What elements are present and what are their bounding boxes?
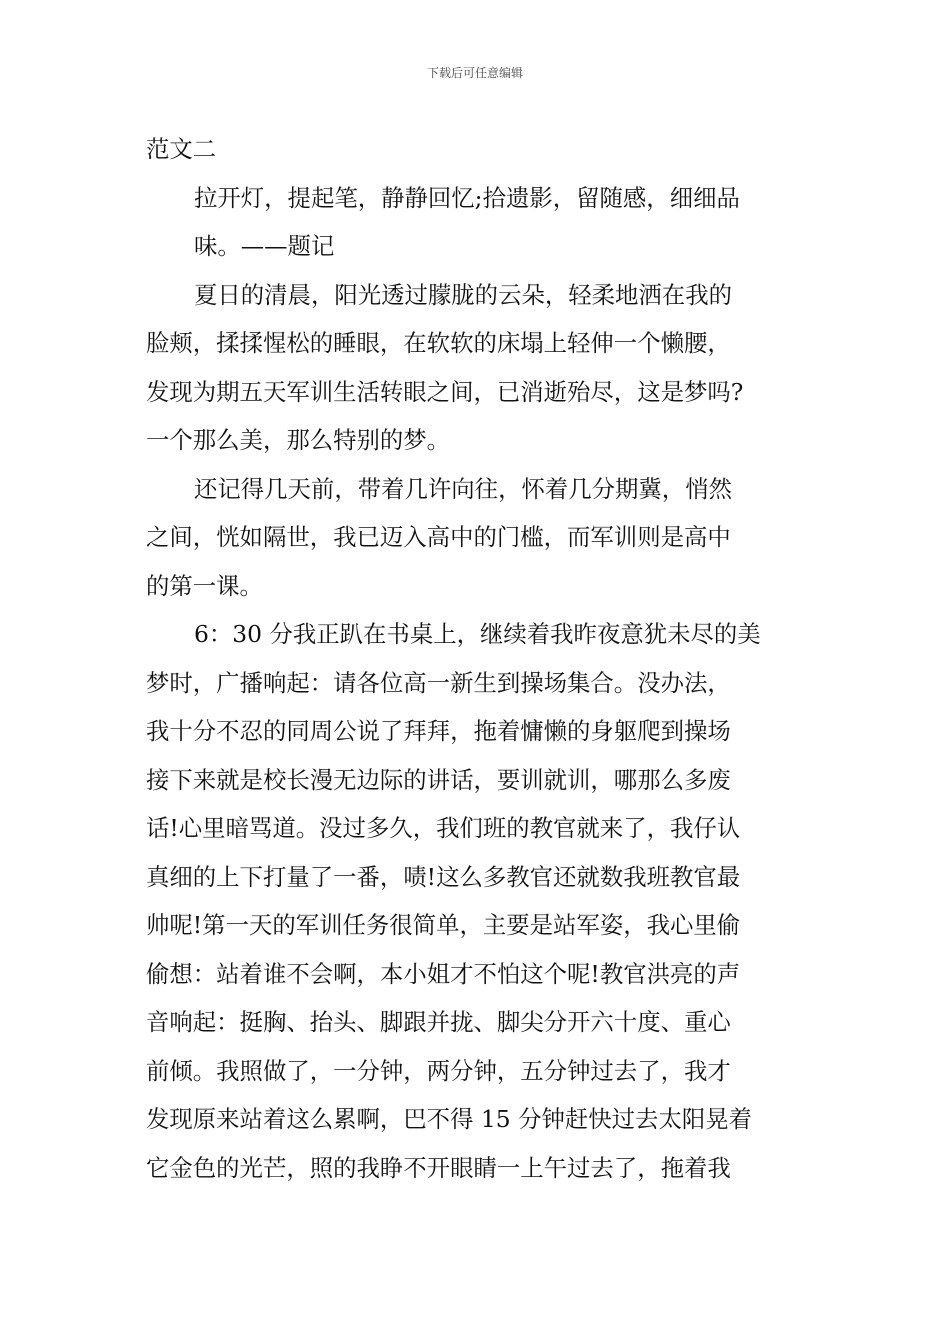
text-line: 帅呢!第一天的军训任务很简单，主要是站军姿，我心里偷 (146, 911, 741, 939)
text-line: 发现原来站着这么累啊，巴不得 15 分钟赶快过去太阳晃着 (146, 1105, 753, 1133)
text-line: 6：30 分我正趴在书桌上，继续着我昨夜意犹未尽的美 (194, 620, 761, 648)
text-line: 之间，恍如隔世，我已迈入高中的门槛，而军训则是高中 (146, 523, 731, 551)
text-line: 梦时，广播响起：请各位高一新生到操场集合。没办法， (146, 668, 731, 697)
text-line: 拉开灯，提起笔，静静回忆;拾遗影，留随感，细细品 (194, 183, 740, 212)
text-line: 还记得几天前，带着几许向往，怀着几分期冀，悄然 (194, 474, 732, 503)
text-line: 接下来就是校长漫无边际的讲话，要训就训，哪那么多废 (146, 765, 731, 794)
document-body (146, 125, 808, 1192)
text-line: 偷想：站着谁不会啊，本小姐才不怕这个呢!教官洪亮的声 (146, 959, 741, 988)
text-line: 的第一课。 (146, 571, 263, 600)
text-line: 味。——题记 (194, 232, 335, 260)
page-header-note: 下载后可任意编辑 (426, 66, 523, 80)
text-line: 音响起：挺胸、抬头、脚跟并拢、脚尖分开六十度、重心 (146, 1008, 731, 1036)
text-line: 真细的上下打量了一番，啧!这么多教官还就数我班教官最 (146, 862, 741, 891)
text-line: 夏日的清晨，阳光透过朦胧的云朵，轻柔地洒在我的 (194, 280, 732, 309)
text-line: 前倾。我照做了，一分钟，两分钟，五分钟过去了，我才 (146, 1056, 731, 1085)
text-line: 它金色的光芒，照的我睁不开眼睛一上午过去了，拖着我 (146, 1153, 731, 1182)
text-line: 话!心里暗骂道。没过多久，我们班的教官就来了，我仔认 (146, 814, 741, 842)
text-line: 脸颊，揉揉惺松的睡眼，在软软的床塌上轻伸一个懒腰， (146, 329, 731, 357)
section-title: 范文二 (146, 135, 217, 163)
text-line: 一个那么美，那么特别的梦。 (146, 426, 451, 454)
text-line: 发现为期五天军训生活转眼之间，已消逝殆尽，这是梦吗? (146, 377, 744, 406)
text-line: 我十分不忍的同周公说了拜拜，拖着慵懒的身躯爬到操场 (146, 717, 731, 745)
